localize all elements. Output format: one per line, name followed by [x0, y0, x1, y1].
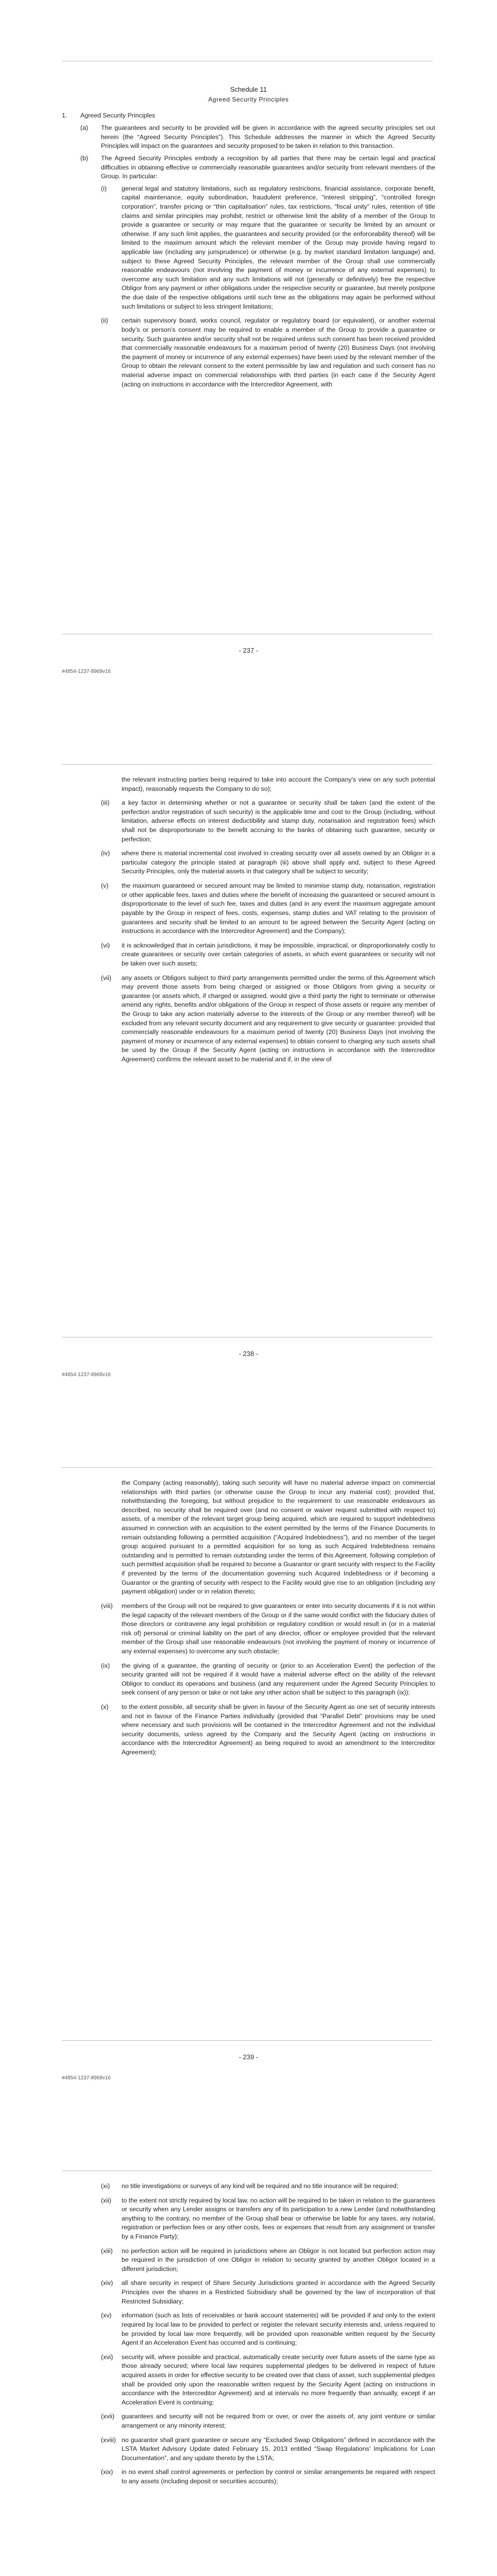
- document-page: [0, 0, 497, 703]
- item-text: members of the Group will not be required to give guarantees or enter into security documents if it is not within the legal capacity of the relevant members of the Group or if the same would conflict with the fiduciary duties of those directors or contravene any legal prohibition or regulatory condition or would result in (or in a material risk of) personal or criminal liability on the part of any director, officer or employee provided that the relevant member of the Group shall use reasonable endeavours (not involving the payment of money or incurrence of any external expenses) to overcome any such obstacle;: [122, 1602, 435, 1655]
- item-label: (xi): [101, 2182, 110, 2190]
- list-item: [101, 1602, 435, 1656]
- item-label: (xix): [101, 2468, 113, 2476]
- list-item: [101, 2468, 435, 2486]
- paragraph-text: The Agreed Security Principles embody a recognition by all parties that there may be certain legal and practical difficulties in obtaining effective or commercially reasonable guarantees and/or security from relevant members of the Group. In particular:: [101, 154, 435, 180]
- item-text: certain supervisory board, works council, regulator or regulatory board (or equivalent), or another external body’s or person’s consent may be required to enable a member of the Group to provide a guarantee or security. Such guarantee and/or security shall not be required unless such consent has been received provided that commercially reasonable endeavours for a maximum period of twenty (20) Business Days (not involving the payment of money or incurrence of any external expenses) have been used by the relevant member of the Group to obtain the relevant consent to the extent permissible by law and regulation and such consent has no material adverse impact on commercial relationships with third parties (in each case if the Security Agent (acting on instructions in accordance with the Intercreditor Agreement, with: [122, 317, 435, 388]
- list-item: [101, 2412, 435, 2430]
- item-label: (iv): [101, 850, 110, 857]
- list-item: [101, 2311, 435, 2347]
- item-label: (xv): [101, 2312, 112, 2319]
- document-id: #4854-1237-8969v16: [62, 2075, 111, 2081]
- item-text: no perfection action will be required in jurisdictions where an Obligor is not located but perfection action may be required in the jurisdiction of one Obligor in relation to security granted by another Obligor located in a different jurisdiction;: [122, 2247, 435, 2273]
- item-label: (xii): [101, 2196, 111, 2204]
- item-label: (viii): [101, 1602, 113, 1609]
- section-heading: [62, 111, 435, 121]
- paragraph: [80, 124, 435, 151]
- item-label: (vi): [101, 941, 110, 949]
- schedule-subtitle: Agreed Security Principles: [208, 96, 289, 104]
- page-number: - 237 -: [238, 647, 259, 654]
- continued-text: the Company (acting reasonably), taking such security will have no material adverse impact on commercial relationships with third parties (or otherwise cause the Group to incur any material cost); provided that, notwithstanding the foregoing, but without prejudice to the requirement to use reasonable endeavours as described, no security shall be required over (and no consent or waiver request submitted with respect to) assets, of a member of the relevant target group being acquired, which are required to support indebtedness assumed in connection with an acquisition to the extent permitted by the terms of the Finance Documents to remain outstanding following a permitted acquisition (“Acquired Indebtedness”), and no member of the target group acquired pursuant to a permitted acquisition for so long as such Acquired Indebtedness remains outstanding and is permitted to remain outstanding under the terms of this Agreement, following completion of such permitted acquisition shall be required to become a Guarantor or grant security with respect to the Facility if prevented by the terms of the documentation governing such Acquired Indebtedness or if becoming a Guarantor or the granting of security with respect to the Facility would give rise to an obligation (including any payment obligation) under or in relation thereto;: [122, 1479, 435, 1596]
- list-item: [101, 1662, 435, 1698]
- section-title: Agreed Security Principles: [80, 112, 156, 120]
- item-label: (xviii): [101, 2436, 116, 2444]
- list-item: [101, 2279, 435, 2306]
- item-label: (iii): [101, 799, 110, 807]
- paragraph: [80, 154, 435, 181]
- item-label: (i): [101, 184, 107, 192]
- continued-text: the relevant instructing parties being required to take into account the Company’s view on any such potential impact), reasonably requests the Company to do so);: [122, 776, 435, 792]
- document-page: [0, 703, 497, 1406]
- list-item: [101, 849, 435, 876]
- item-label: (x): [101, 1703, 109, 1711]
- page-content: [62, 1479, 435, 1762]
- paragraph-label: (b): [80, 154, 89, 162]
- item-text: no guarantor shall grant guarantee or secure any “Excluded Swap Obligations” defined in accordance with the LSTA Market Advisory Update dated February 15, 2013 entitled “Swap Regulations’ Implications for Loan Documentation”, and any update thereto by the LSTA;: [122, 2436, 435, 2462]
- page-number: - 238 -: [238, 1350, 259, 1358]
- item-text: a key factor in determining whether or not a guarantee or security shall be taken (and the extent of the perfection and/or registration of such security) is the applicable time and cost to the Group (including, without limitation, adverse effects on interest deductibility and stamp duty, notarisation and registration fees) which shall not be disproportionate to the benefit accruing to the banks of obtaining such guarantee, security or perfection;: [122, 799, 435, 843]
- item-text: information (such as lists of receivables or bank account statements) will be provided if and only to the extent required by local law to be provided to perfect or register the relevant security interests and, unless required to be provided by local law more frequently, will be provided upon reasonable written request by the Security Agent if an Acceleration Event has occurred and is continuing;: [122, 2312, 435, 2347]
- list-item: [101, 941, 435, 969]
- document-page: [0, 2110, 497, 2576]
- list-item: [101, 2247, 435, 2274]
- page-bottom-rule: [62, 2040, 433, 2041]
- item-label: (ix): [101, 1662, 110, 1669]
- list-item: [101, 2436, 435, 2463]
- item-text: security will, where possible and practical, automatically create security over future assets of the same type as those already secured; where local law requires supplemental pledges to be delivered in respect of future acquired assets in order for effective security to be created over that class of asset, such supplemental pledges shall be provided only upon the reasonable written request by the Security Agent (acting on instructions in accordance with the Intercreditor Agreement) and at intervals no more frequently than annually, except if an Acceleration Event is continuing;: [122, 2353, 435, 2406]
- item-label: (ii): [101, 317, 108, 325]
- item-label: (xvi): [101, 2353, 113, 2361]
- item-text: general legal and statutory limitations, such as regulatory restrictions, financial assistance, corporate benefit, capital maintenance, equity subordination, fraudulent preference, “interest stripping”, “controlled foreign corporation”, transfer pricing or “thin capitalisation” rules, tax restrictions, “fiscal unity” rules, retention of title claims and similar principles may prohibit, restrict or otherwise limit the ability of a member of the Group to provide a guarantee or security or may require that the guarantee or security be limited by an amount or otherwise. If any such limit applies, the guarantees and security provided (or the enforceability thereof) will be limited to the maximum amount which the relevant member of the Group may provide having regard to applicable law (including any jurisprudence) or otherwise (e.g. by market standard limitation language) and, subject to these Agreed Security Principles, the relevant member of the Group shall use commercially reasonable endeavours (not involving the payment of money or incurrence of any external expenses) to overcome any such limitation and any such limitations will not (generally or definitively) free the respective Obligor from any payment or other obligations under the respective security or guarantee, but merely postpone the due date of the respective obligations until such time as the obligations may again be performed without such limitations or subject to less stringent limitations;: [122, 184, 435, 310]
- list-item: [101, 1703, 435, 1757]
- item-label: (vii): [101, 974, 111, 981]
- page-content: [62, 775, 435, 1070]
- paragraph-label: (a): [80, 124, 89, 132]
- list-item: [101, 799, 435, 844]
- item-text: in no event shall control agreements or perfection by control or similar arrangements be required with respect to any assets (including deposit or securities accounts);: [122, 2468, 435, 2485]
- list-item: [101, 2182, 435, 2191]
- page-number: - 239 -: [238, 2053, 259, 2061]
- item-text: no title investigations or surveys of any kind will be required and no title insurance will be required;: [122, 2182, 399, 2190]
- item-text: the maximum guaranteed or secured amount may be limited to minimise stamp duty, notarisation, registration or other applicable fees, taxes and duties where the benefit of increasing the guaranteed or secured amount is disproportionate to the level of such fee, taxes and duties (and in any event the maximum aggregate amount payable by the Group in respect of fees, costs, expenses, stamp duties and VAT relating to the provision of guarantees and security shall be limited to an amount to be agreed between the Security Agent (acting on instructions in accordance with the Intercreditor Agreement) and the Company);: [122, 882, 435, 935]
- item-label: (xiv): [101, 2279, 113, 2287]
- page-content: [62, 2182, 435, 2492]
- document-page: [0, 1406, 497, 2110]
- item-text: any assets or Obligors subject to third party arrangements permitted under the terms of this Agreement which may prevent those assets from being charged or assigned or those Obligors from giving a security or guarantee (or assets which, if charged or assigned, would give a third party the right to terminate or otherwise amend any rights, benefits and/or obligations of the Group in respect of those assets or require any member of the Group to take any action materially adverse to the interests of the Group or any member thereof) will be excluded from any relevant security document and any requirement to give security or guarantee: provided that commercially reasonable endeavours for a maximum period of twenty (20) Business Days (not involving the payment of money or incurrence of any external expenses) to obtain consent to charging any such assets shall be used by the Group if the Security Agent (acting on instructions in accordance with the Intercreditor Agreement) confirms the relevant asset to be material and if, in the view of: [122, 974, 435, 1063]
- paragraph-text: The guarantees and security to be provided will be given in accordance with the agreed security principles set out herein (the “Agreed Security Principles”). This Schedule addresses the manner in which the Agreed Security Principles will impact on the guarantees and security proposed to be taken in relation to this transaction.: [101, 124, 435, 150]
- item-text: where there is material incremental cost involved in creating security over all assets owned by an Obligor in a particular category the principle stated at paragraph (iii) above shall apply and, subject to these Agreed Security Principles, only the material assets in that category shall be subject to security;: [122, 850, 435, 875]
- list-item: [101, 184, 435, 312]
- item-text: to the extent not strictly required by local law, no action will be required to be taken in relation to the guarantees or security when any Lender assigns or transfers any of its participation to a new Lender (and notwithstanding anything to the contrary, no member of the Group shall bear or otherwise be liable for any taxes, any notarial, registration or perfection fees or any other costs, fees or expenses that result from any assignment or transfer by a Finance Party);: [122, 2196, 435, 2241]
- item-label: (v): [101, 882, 109, 890]
- section-number: 1.: [62, 112, 67, 120]
- list-item: [101, 2196, 435, 2242]
- item-text: all share security in respect of Share Security Jurisdictions granted in accordance with the Agreed Security Principles over the shares in a Restricted Subsidiary shall be governed by the law of incorporation of that Restricted Subsidiary;: [122, 2279, 435, 2305]
- page-content: [62, 70, 435, 394]
- item-text: to the extent possible, all security shall be given in favour of the Security Agent as one set of security interests and not in favour of the Finance Parties individually (provided that “Parallel Debt” provisions may be used where necessary and such provisions will be contained in the Intercreditor Agreement and not the individual security documents, unless agreed by the Company and the Security Agent (acting on instructions in accordance with the Intercreditor Agreement) as being required to avoid an amendment to the Intercreditor Agreement);: [122, 1703, 435, 1756]
- list-item: [101, 2353, 435, 2408]
- item-label: (xiii): [101, 2247, 113, 2255]
- list-item: [101, 316, 435, 389]
- schedule-title: Schedule 11: [230, 86, 267, 93]
- page-top-rule: [62, 1467, 433, 1468]
- item-text: the giving of a guarantee, the granting of security or (prior to an Acceleration Event) the perfection of the security granted will not be required if it would have a material adverse effect on the ability of the relevant Obligor to conduct its operations and business (and any requirement under the Agreed Security Principles to seek consent of any person or take or not take any other action shall be subject to this paragraph (ix));: [122, 1662, 435, 1697]
- document-id: #4854-1237-8969v16: [62, 1372, 111, 1378]
- page-top-rule: [62, 764, 433, 765]
- list-item: [101, 882, 435, 936]
- item-text: guarantees and security will not be required from or over, or over the assets of, any joint venture or similar arrangement or any minority interest;: [122, 2413, 435, 2430]
- document-id: #4854-1237-8969v16: [62, 669, 111, 674]
- item-text: it is acknowledged that in certain jurisdictions, it may be impossible, impractical, or disproportionately costly to create guarantees or security over certain categories of assets, in which event guarantees or security will not be taken over such assets;: [122, 941, 435, 967]
- item-label: (xvii): [101, 2413, 115, 2420]
- list-item: [101, 974, 435, 1064]
